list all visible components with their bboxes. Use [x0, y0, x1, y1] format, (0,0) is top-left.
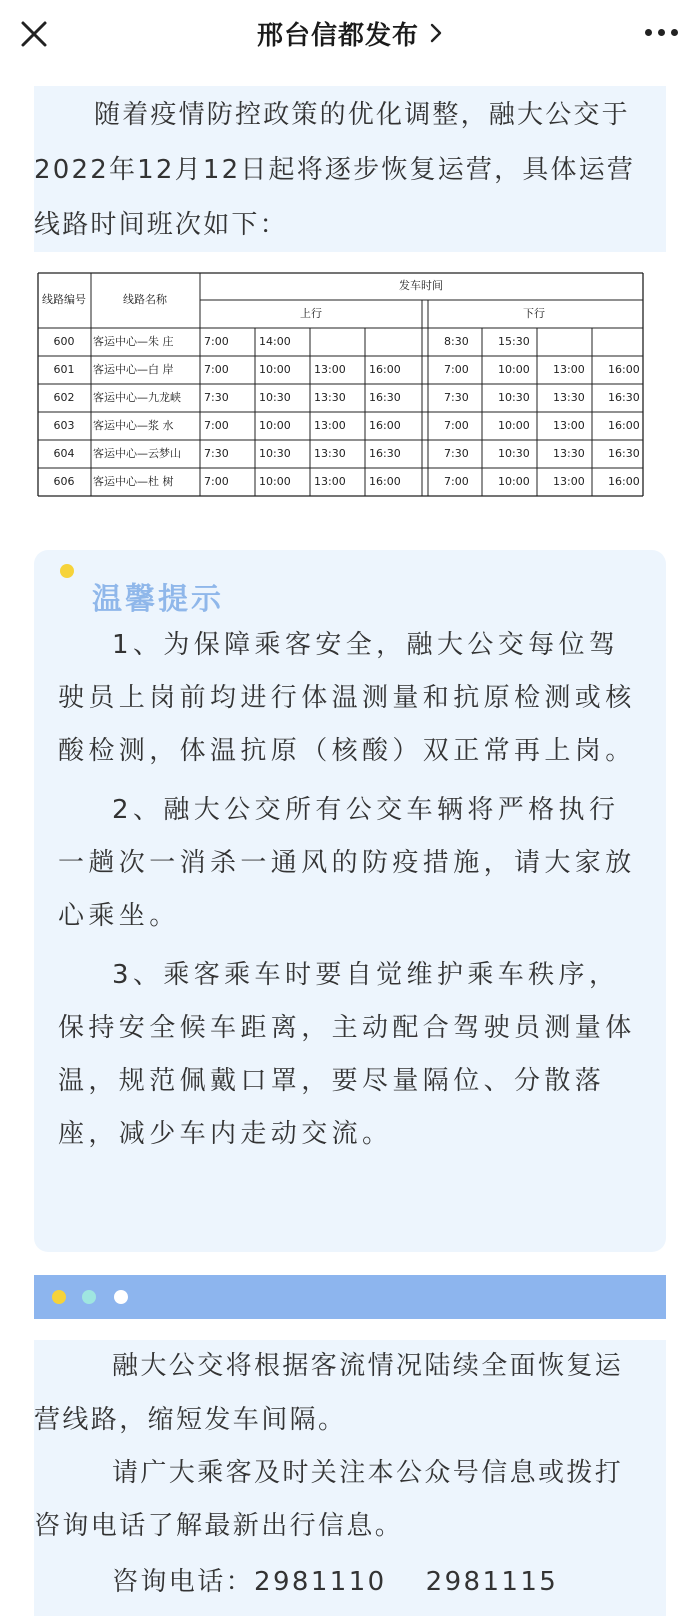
route-name-cell: 客运中心—杜 树: [93, 475, 174, 488]
down-direction-header: 下行: [523, 307, 545, 320]
tips-title: 温馨提示: [92, 582, 224, 617]
tips-panel: [34, 550, 666, 1252]
up-time-cell: 14:00: [259, 335, 291, 348]
up-time-cell: 7:00: [204, 335, 229, 348]
route-name-cell: 客运中心—九龙峡: [93, 391, 181, 404]
more-options-button[interactable]: [634, 22, 678, 42]
up-time-cell: 13:00: [314, 419, 346, 432]
route-name-cell: 客运中心—云梦山: [93, 447, 181, 460]
route-name-header: 线路名称: [123, 293, 167, 306]
route-no-cell: 600: [53, 335, 75, 348]
tips-dot-icon: [60, 564, 74, 578]
up-time-cell: 13:00: [314, 363, 346, 376]
down-time-cell: 13:00: [553, 363, 585, 376]
top-bar: [0, 0, 700, 66]
up-time-cell: 10:30: [259, 447, 291, 460]
tip-line: 座，减少车内走动交流。: [58, 1119, 393, 1149]
down-time-cell: 7:00: [444, 475, 469, 488]
down-time-cell: 7:30: [444, 391, 469, 404]
down-time-cell: 13:30: [553, 391, 585, 404]
white-dot-icon: [114, 1290, 128, 1304]
route-no-cell: 603: [53, 419, 75, 432]
page-title: 邢台信都发布: [256, 20, 419, 51]
down-time-cell: 16:30: [608, 391, 640, 404]
outro-line: 融大公交将根据客流情况陆续全面恢复运: [112, 1351, 624, 1381]
up-time-cell: 7:00: [204, 475, 229, 488]
intro-line: 2022年12月12日起将逐步恢复运营，具体运营: [34, 155, 636, 185]
down-time-cell: 16:00: [608, 419, 640, 432]
divider-bar: [34, 1275, 666, 1319]
outro-panel: [34, 1340, 666, 1616]
outro-line: 请广大乘客及时关注本公众号信息或拨打: [112, 1458, 624, 1488]
schedule-table-graphic: [37, 272, 663, 510]
down-time-cell: 10:00: [498, 363, 530, 376]
tip-line: 3、乘客乘车时要自觉维护乘车秩序，: [112, 960, 620, 990]
down-time-cell: 13:00: [553, 475, 585, 488]
route-name-cell: 客运中心—朱 庄: [93, 335, 174, 348]
outro-line: 咨询电话了解最新出行信息。: [34, 1511, 404, 1541]
more-dot-icon: [645, 29, 652, 36]
up-time-cell: 16:00: [369, 419, 401, 432]
down-time-cell: 13:30: [553, 447, 585, 460]
intro-line: 随着疫情防控政策的优化调整，融大公交于: [94, 100, 630, 130]
up-time-cell: 13:30: [314, 447, 346, 460]
up-time-cell: 16:00: [369, 475, 401, 488]
up-direction-header: 上行: [300, 307, 322, 320]
teal-dot-icon: [82, 1290, 96, 1304]
down-time-cell: 13:00: [553, 419, 585, 432]
up-time-cell: 10:00: [259, 475, 291, 488]
down-time-cell: 10:00: [498, 475, 530, 488]
up-time-cell: 7:30: [204, 391, 229, 404]
tip-line: 一趟次一消杀一通风的防疫措施，请大家放: [58, 848, 636, 878]
down-time-cell: 7:00: [444, 419, 469, 432]
up-time-cell: 13:30: [314, 391, 346, 404]
down-time-cell: 16:00: [608, 475, 640, 488]
intro-panel: [34, 86, 666, 252]
up-time-cell: 10:00: [259, 419, 291, 432]
tip-line: 驶员上岗前均进行体温测量和抗原检测或核: [58, 683, 636, 713]
phone-line[interactable]: 咨询电话：2981110 2981115: [112, 1567, 559, 1597]
down-time-cell: 10:30: [498, 391, 530, 404]
route-no-cell: 606: [53, 475, 75, 488]
route-name-cell: 客运中心—浆 水: [93, 419, 174, 432]
up-time-cell: 10:30: [259, 391, 291, 404]
route-no-cell: 604: [53, 447, 75, 460]
down-time-cell: 10:00: [498, 419, 530, 432]
tip-line: 1、为保障乘客安全，融大公交每位驾: [112, 630, 620, 660]
more-dot-icon: [671, 29, 678, 36]
tip-line: 温，规范佩戴口罩，要尽量隔位、分散落: [58, 1066, 606, 1096]
down-time-cell: 7:00: [444, 363, 469, 376]
outro-line: 营线路，缩短发车间隔。: [34, 1405, 347, 1435]
down-time-cell: 15:30: [498, 335, 530, 348]
up-time-cell: 16:30: [369, 447, 401, 460]
route-no-header: 线路编号: [42, 293, 86, 306]
tip-line: 心乘坐。: [58, 901, 180, 931]
up-time-cell: 16:00: [369, 363, 401, 376]
tip-line: 保持安全候车距离，主动配合驾驶员测量体: [58, 1013, 636, 1043]
down-time-cell: 16:30: [608, 447, 640, 460]
tip-line: 2、融大公交所有公交车辆将严格执行: [112, 795, 620, 825]
down-time-cell: 10:30: [498, 447, 530, 460]
more-dot-icon: [658, 29, 665, 36]
intro-line: 线路时间班次如下：: [34, 210, 288, 240]
route-name-cell: 客运中心—白 岸: [93, 363, 174, 376]
tip-line: 酸检测，体温抗原（核酸）双正常再上岗。: [58, 736, 636, 766]
account-title-link[interactable]: [0, 0, 700, 66]
route-no-cell: 602: [53, 391, 75, 404]
down-time-cell: 16:00: [608, 363, 640, 376]
depart-time-header: 发车时间: [399, 279, 443, 292]
schedule-table: [37, 272, 663, 510]
down-time-cell: 8:30: [444, 335, 469, 348]
up-time-cell: 10:00: [259, 363, 291, 376]
chevron-right-icon: [429, 22, 443, 44]
up-time-cell: 13:00: [314, 475, 346, 488]
down-time-cell: 7:30: [444, 447, 469, 460]
up-time-cell: 7:00: [204, 419, 229, 432]
up-time-cell: 7:00: [204, 363, 229, 376]
route-no-cell: 601: [53, 363, 75, 376]
up-time-cell: 7:30: [204, 447, 229, 460]
up-time-cell: 16:30: [369, 391, 401, 404]
yellow-dot-icon: [52, 1290, 66, 1304]
